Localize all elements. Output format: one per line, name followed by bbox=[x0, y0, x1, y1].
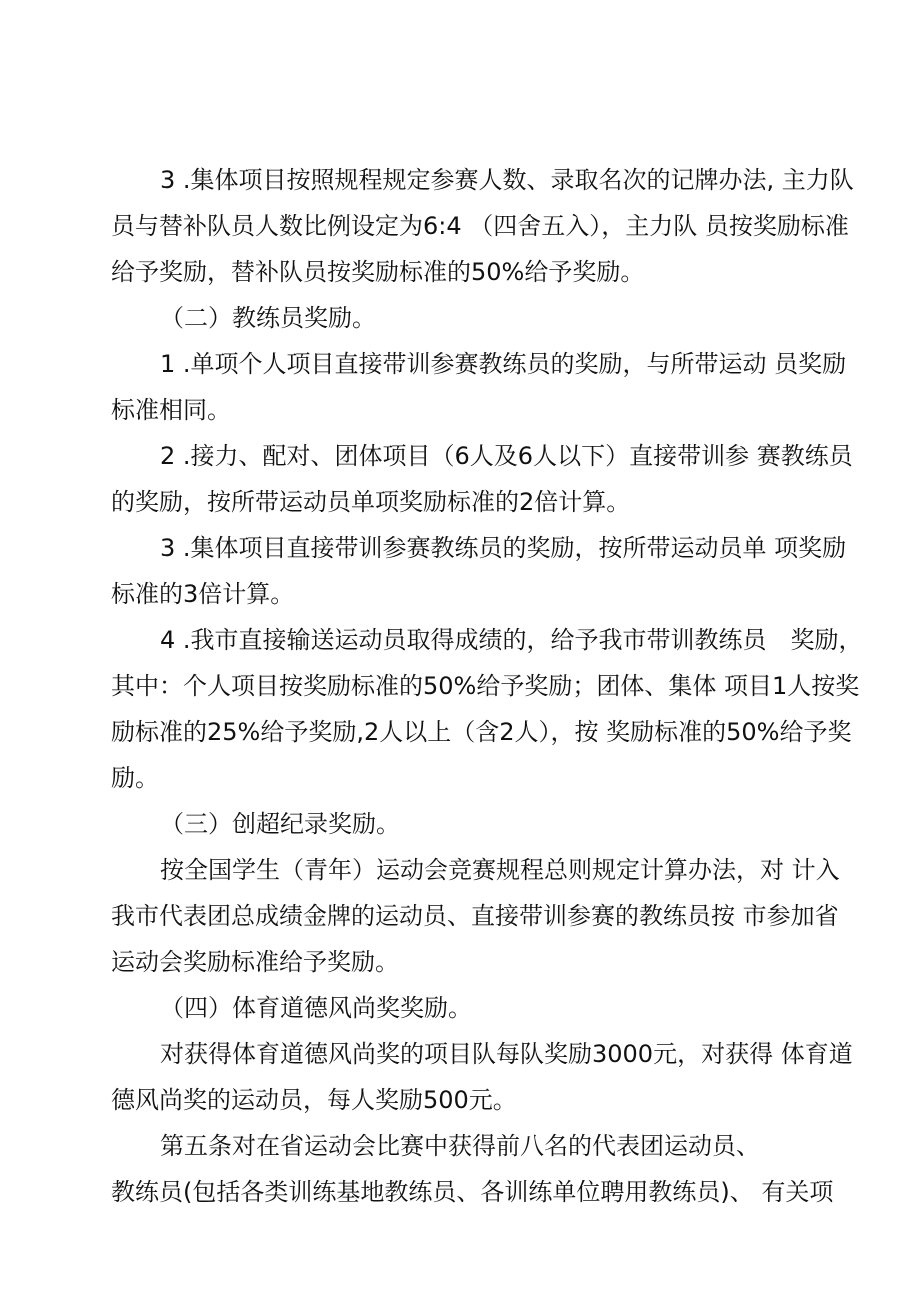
section-heading-record-reward: （三）创超纪录奖励。 bbox=[160, 810, 400, 838]
paragraph-line: 4 .我市直接输送运动员取得成绩的，给予我市带训教练员 奖励， bbox=[160, 626, 863, 654]
paragraph-line: 标准的3倍计算。 bbox=[111, 580, 295, 608]
paragraph-line: 第五条对在省运动会比赛中获得前八名的代表团运动员、 bbox=[160, 1132, 760, 1160]
paragraph-line: 的奖励，按所带运动员单项奖励标准的2倍计算。 bbox=[111, 488, 631, 516]
paragraph-line: 3 .集体项目直接带训参赛教练员的奖励，按所带运动员单 项奖励 bbox=[160, 534, 847, 562]
paragraph-line: 3 .集体项目按照规程规定参赛人数、录取名次的记牌办法, 主力队 bbox=[160, 166, 854, 194]
paragraph-line: 对获得体育道德风尚奖的项目队每队奖励3000元，对获得 体育道 bbox=[160, 1040, 853, 1068]
paragraph-line: 德风尚奖的运动员，每人奖励500元。 bbox=[111, 1086, 517, 1114]
paragraph-line: 励标准的25%给予奖励,2人以上（含2人），按 奖励标准的50%给予奖 bbox=[111, 718, 852, 746]
paragraph-line: 运动会奖励标准给予奖励。 bbox=[111, 948, 399, 976]
paragraph-line: 1 .单项个人项目直接带训参赛教练员的奖励，与所带运动 员奖励 bbox=[160, 350, 847, 378]
paragraph-line: 2 .接力、配对、团体项目（6人及6人以下）直接带训参 赛教练员 bbox=[160, 442, 853, 470]
paragraph-line: 励。 bbox=[111, 764, 159, 792]
paragraph-line: 给予奖励，替补队员按奖励标准的50%给予奖励。 bbox=[111, 258, 645, 286]
paragraph-line: 标准相同。 bbox=[111, 396, 231, 424]
paragraph-line: 按全国学生（青年）运动会竞赛规程总则规定计算办法，对 计入 bbox=[160, 856, 840, 884]
section-heading-coach-reward: （二）教练员奖励。 bbox=[160, 304, 376, 332]
paragraph-line: 我市代表团总成绩金牌的运动员、直接带训参赛的教练员按 市参加省 bbox=[111, 902, 839, 930]
section-heading-sportsmanship-reward: （四）体育道德风尚奖奖励。 bbox=[160, 994, 472, 1022]
paragraph-line: 员与替补队员人数比例设定为6:4 （四舍五入），主力队 员按奖励标准 bbox=[111, 212, 849, 240]
paragraph-line: 教练员(包括各类训练基地教练员、各训练单位聘用教练员)、 有关项 bbox=[111, 1178, 834, 1206]
paragraph-line: 其中：个人项目按奖励标准的50%给予奖励；团体、集体 项目1人按奖 bbox=[111, 672, 860, 700]
